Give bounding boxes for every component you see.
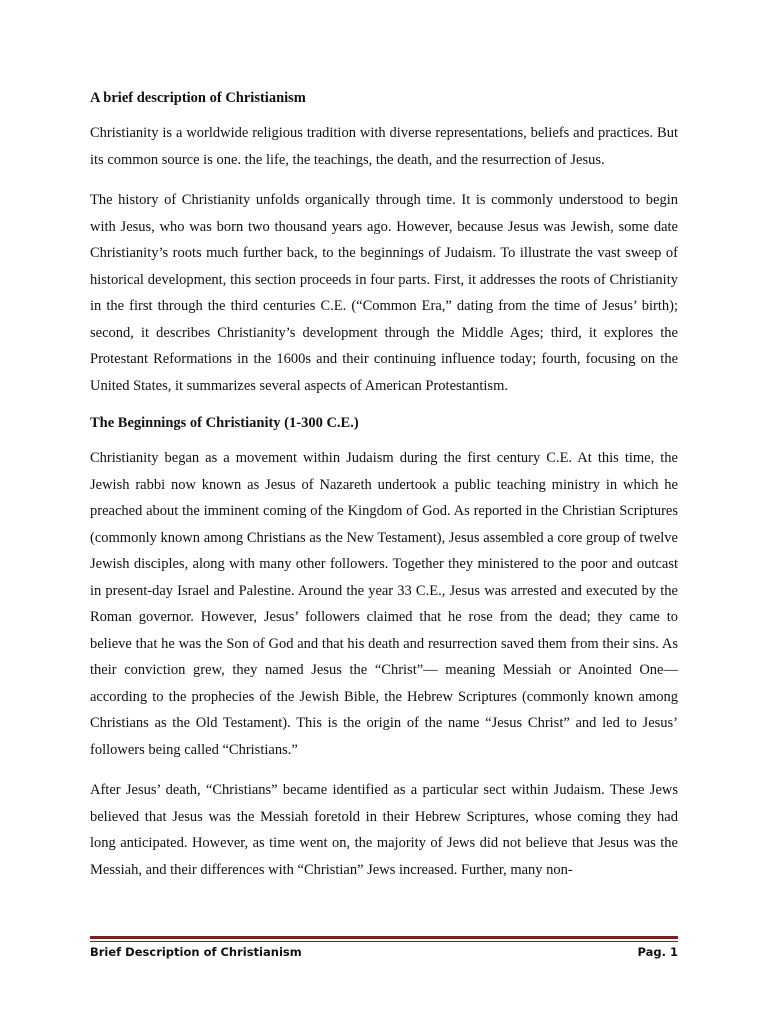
section-heading: The Beginnings of Christianity (1-300 C.E.) — [90, 415, 359, 431]
footer-page-number: Pag. 1 — [637, 945, 678, 959]
footer-rule-thin — [90, 941, 678, 942]
document-title: A brief description of Christianism — [90, 90, 306, 106]
footer-document-title: Brief Description of Christianism — [90, 945, 302, 959]
intro-paragraph-2: The history of Christianity unfolds organically through time. It is commonly understood to begin with Jesus, who was born two thousand years ago. However, because Jesus was Jewish, some date Christianity’s roots much further back, to the beginnings of Judaism. To illustrate the vast sweep of historical development, this section proceeds in four parts. First, it addresses the roots of Christianity in the first through the third centuries C.E. (“Common Era,” dating from the time of Jesus’ birth); second, it describes Christianity’s development through the Middle Ages; third, it explores the Protestant Reformations in the 1600s and their continuing influence today; fourth, focusing on the United States, it summarizes several aspects of American Protestantism. — [90, 192, 678, 394]
section-paragraph-2: After Jesus’ death, “Christians” became identified as a particular sect within Judaism. These Jews believed that Jesus was the Messiah foretold in their Hebrew Scriptures, whose coming they had long anticipated. However, as time went on, the majority of Jews did not believe that Jesus was the Messiah, and their differences with “Christian” Jews increased. Further, many non- — [90, 782, 678, 878]
page-body — [90, 88, 678, 897]
intro-paragraph-1: Christianity is a worldwide religious tradition with diverse representations, beliefs and practices. But its common source is one. the life, the teachings, the death, and the resurrection of Jesus. — [90, 125, 678, 168]
section-paragraph-1: Christianity began as a movement within Judaism during the first century C.E. At this time, the Jewish rabbi now known as Jesus of Nazareth undertook a public teaching ministry in which he preached about the imminent coming of the Kingdom of God. As reported in the Christian Scriptures (commonly known among Christians as the New Testament), Jesus assembled a core group of twelve Jewish disciples, along with many other followers. Together they ministered to the poor and outcast in present-day Israel and Palestine. Around the year 33 C.E., Jesus was arrested and executed by the Roman governor. However, Jesus’ followers claimed that he rose from the dead; they came to believe that he was the Son of God and that his death and resurrection saved them from their sins. As their conviction grew, they named Jesus the “Christ”— meaning Messiah or Anointed One—according to the prophecies of the Jewish Bible, the Hebrew Scriptures (commonly known among Christians as the Old Testament). This is the origin of the name “Jesus Christ” and led to Jesus’ followers being called “Christians.” — [90, 450, 678, 758]
footer-rule-thick — [90, 936, 678, 939]
